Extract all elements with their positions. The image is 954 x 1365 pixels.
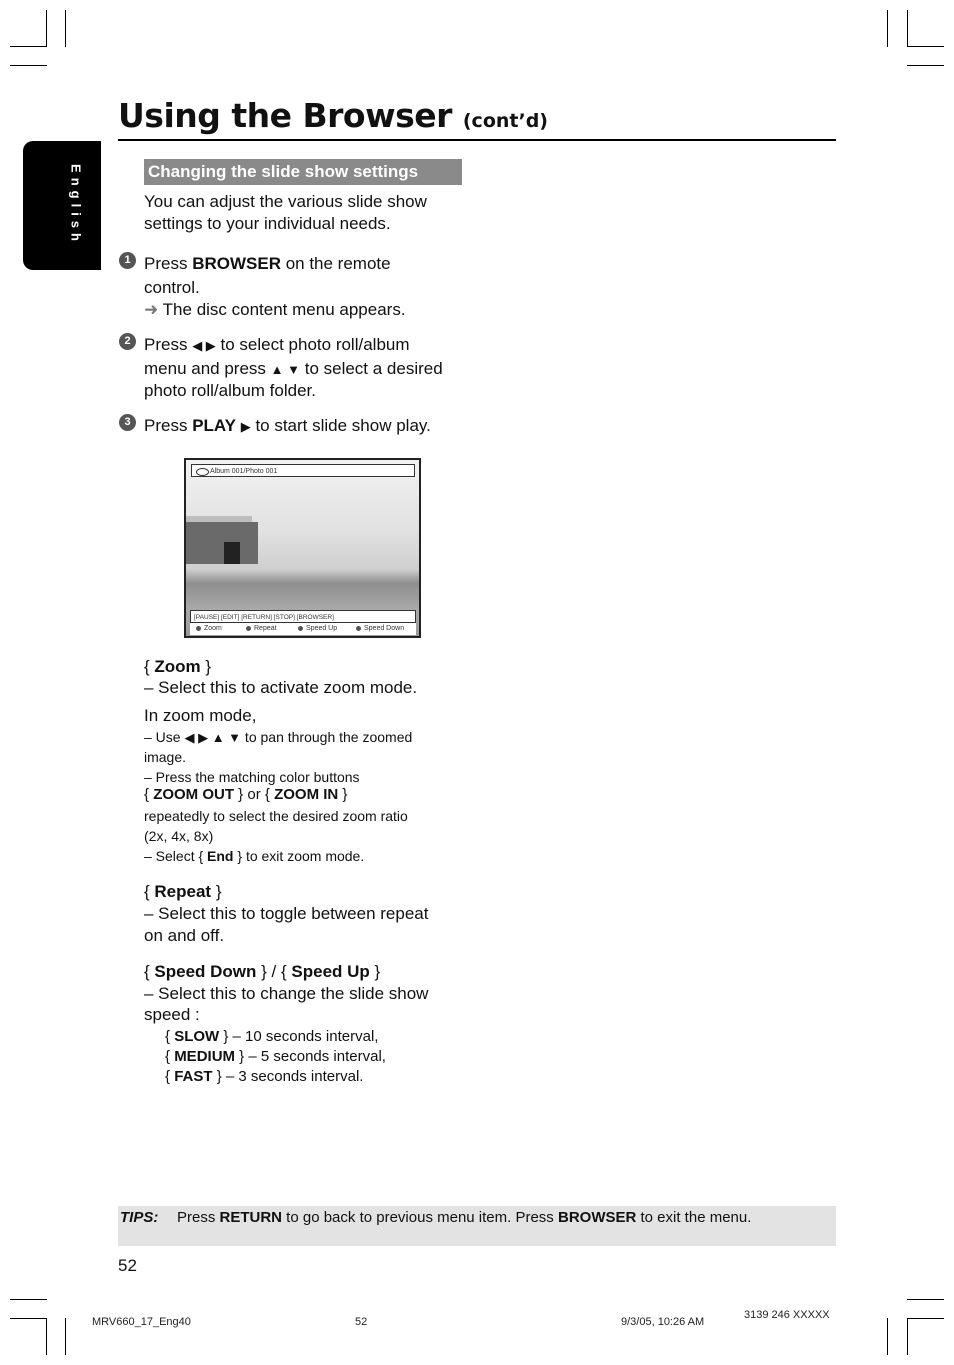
crop-mark: [907, 46, 944, 47]
language-tab: [23, 141, 101, 270]
tips-text-part: to exit the menu.: [636, 1209, 752, 1226]
zoom-use-line: [144, 727, 412, 748]
repeat-title: Repeat: [154, 882, 212, 901]
color-button-icon: [196, 626, 201, 631]
direction-arrows-icon: ◀ ▶ ▲ ▼: [184, 730, 242, 745]
zoom-press-line: – Press the matching color buttons: [144, 769, 360, 785]
speed-line-2: speed :: [144, 1005, 200, 1024]
slow-label: SLOW: [174, 1028, 220, 1045]
color-button-icon: [246, 626, 251, 631]
crop-mark: [887, 1318, 888, 1355]
step-2-line-3: photo roll/album folder.: [144, 381, 316, 400]
speed-sep: } / {: [256, 962, 292, 981]
slow-desc: } – 10 seconds interval,: [219, 1028, 379, 1045]
crop-mark: [10, 46, 47, 47]
zoom-text: – Use: [144, 729, 185, 745]
browser-key: BROWSER: [192, 254, 281, 273]
photo-hut-door: [224, 542, 240, 564]
zoom-desc: – Select this to activate zoom mode.: [144, 678, 418, 697]
medium-desc: } – 5 seconds interval,: [235, 1048, 386, 1065]
tips-text: [177, 1209, 751, 1226]
crop-mark: [887, 10, 888, 47]
crop-mark: [907, 1299, 944, 1300]
arrow-right-icon: ➜: [144, 300, 159, 319]
speed-up-title: Speed Up: [291, 962, 370, 981]
zoom-mode-heading: In zoom mode,: [144, 706, 257, 725]
footer-file: MRV660_17_Eng40: [92, 1316, 191, 1328]
speed-heading: { Speed Down } / { Speed Up }: [144, 962, 381, 981]
option-speed-up: [298, 623, 337, 635]
step-3-text: Press: [144, 416, 193, 435]
step-1-text: Press: [144, 254, 193, 273]
zoom-out-in-line: { ZOOM OUT } or { ZOOM IN }: [144, 786, 348, 803]
disc-icon: [196, 468, 209, 476]
section-heading: Changing the slide show settings: [144, 159, 462, 185]
step-2-line-1: [144, 333, 410, 357]
color-button-icon: [298, 626, 303, 631]
option-speed-down: [356, 623, 404, 635]
step-1-result-text: The disc content menu appears.: [162, 300, 406, 319]
crop-mark: [907, 1318, 908, 1355]
step-3-text: to start slide show play.: [255, 416, 431, 435]
return-key: RETURN: [219, 1209, 283, 1226]
repeat-line-1: – Select this to toggle between repeat: [144, 904, 429, 923]
step-2-text: to select a desired: [300, 359, 443, 378]
fast-label: FAST: [174, 1068, 213, 1085]
speed-down-title: Speed Down: [154, 962, 257, 981]
zoom-end-line: [144, 846, 364, 866]
repeat-line-2: on and off.: [144, 926, 225, 945]
option-zoom: [196, 623, 222, 635]
zoom-text: – Select {: [144, 848, 208, 864]
option-repeat: [246, 623, 277, 635]
tips-label: TIPS:: [120, 1209, 159, 1226]
speed-line-1: – Select this to change the slide show: [144, 984, 429, 1003]
play-key: PLAY: [192, 416, 236, 435]
slideshow-screen: [184, 458, 421, 638]
browser-key: BROWSER: [557, 1209, 637, 1226]
tips-text-part: to go back to previous menu item. Press: [282, 1209, 558, 1226]
zoom-text: or: [243, 786, 265, 803]
medium-label: MEDIUM: [174, 1048, 236, 1065]
crop-mark: [907, 10, 908, 47]
color-button-icon: [356, 626, 361, 631]
step-2-line-2: [144, 357, 443, 381]
option-row: [190, 623, 416, 635]
title-text: Using the Browser: [118, 96, 452, 135]
repeat-heading: { Repeat }: [144, 882, 222, 901]
album-label-bar: [191, 464, 415, 477]
left-right-arrows-icon: ◀ ▶: [192, 338, 216, 353]
control-bar: [PAUSE] [EDIT] [RETURN] [STOP] [BROWSER]: [190, 610, 416, 623]
step-number-2: 2: [119, 333, 136, 350]
play-icon: ▶: [240, 419, 251, 434]
crop-mark: [907, 65, 944, 66]
step-1-text: on the remote: [280, 254, 391, 273]
intro-line-2: settings to your individual needs.: [144, 214, 391, 233]
end-label: End: [207, 848, 234, 864]
step-1-line-2: control.: [144, 278, 200, 297]
album-label: Album 001/Photo 001: [210, 468, 278, 475]
crop-mark: [907, 1318, 944, 1319]
step-2-text: menu and press: [144, 359, 271, 378]
crop-mark: [65, 1318, 66, 1355]
footer-page: 52: [355, 1316, 368, 1328]
zoom-text: to pan through the zoomed: [241, 729, 413, 745]
crop-mark: [10, 1318, 47, 1319]
step-1-line-1: [144, 252, 391, 275]
crop-mark: [46, 1318, 47, 1355]
step-number-3: 3: [119, 414, 136, 431]
step-2-text: Press: [144, 335, 193, 354]
up-down-arrows-icon: ▲ ▼: [270, 362, 300, 377]
zoom-ratio-line-2: (2x, 4x, 8x): [144, 828, 214, 844]
option-label: Zoom: [204, 625, 222, 632]
crop-mark: [10, 1299, 47, 1300]
step-2-text: to select photo roll/album: [215, 335, 410, 354]
speed-fast: { FAST } – 3 seconds interval.: [165, 1068, 364, 1085]
zoom-title: Zoom: [154, 657, 201, 676]
tips-box: [118, 1206, 836, 1246]
step-3-line-1: [144, 414, 431, 438]
crop-mark: [10, 65, 47, 66]
zoom-heading: { Zoom }: [144, 657, 212, 676]
zoom-use-line-2: image.: [144, 749, 187, 765]
language-tab-label: English: [68, 164, 84, 246]
photo-hut: [186, 522, 258, 564]
step-1-result: [144, 298, 406, 321]
zoom-ratio-line-1: repeatedly to select the desired zoom ratio: [144, 808, 408, 824]
speed-medium: { MEDIUM } – 5 seconds interval,: [165, 1048, 386, 1065]
footer-date: 9/3/05, 10:26 AM: [621, 1316, 705, 1328]
zoom-in-label: ZOOM IN: [274, 786, 339, 803]
title-rule: [118, 139, 836, 141]
crop-mark: [46, 10, 47, 47]
title-subtitle: (cont’d): [462, 110, 548, 132]
fast-desc: } – 3 seconds interval.: [212, 1068, 364, 1085]
tips-text-part: Press: [177, 1209, 220, 1226]
crop-mark: [65, 10, 66, 47]
page-title: [118, 96, 548, 141]
intro-line-1: You can adjust the various slide show: [144, 192, 427, 211]
page-number: 52: [118, 1256, 137, 1275]
footer-code: 3139 246 XXXXX: [744, 1309, 830, 1321]
step-number-1: 1: [119, 252, 136, 269]
option-label: Repeat: [254, 625, 277, 632]
zoom-text: } to exit zoom mode.: [233, 848, 365, 864]
zoom-out-label: ZOOM OUT: [153, 786, 235, 803]
option-label: Speed Up: [306, 625, 338, 632]
option-label: Speed Down: [364, 625, 405, 632]
speed-slow: { SLOW } – 10 seconds interval,: [165, 1028, 379, 1045]
